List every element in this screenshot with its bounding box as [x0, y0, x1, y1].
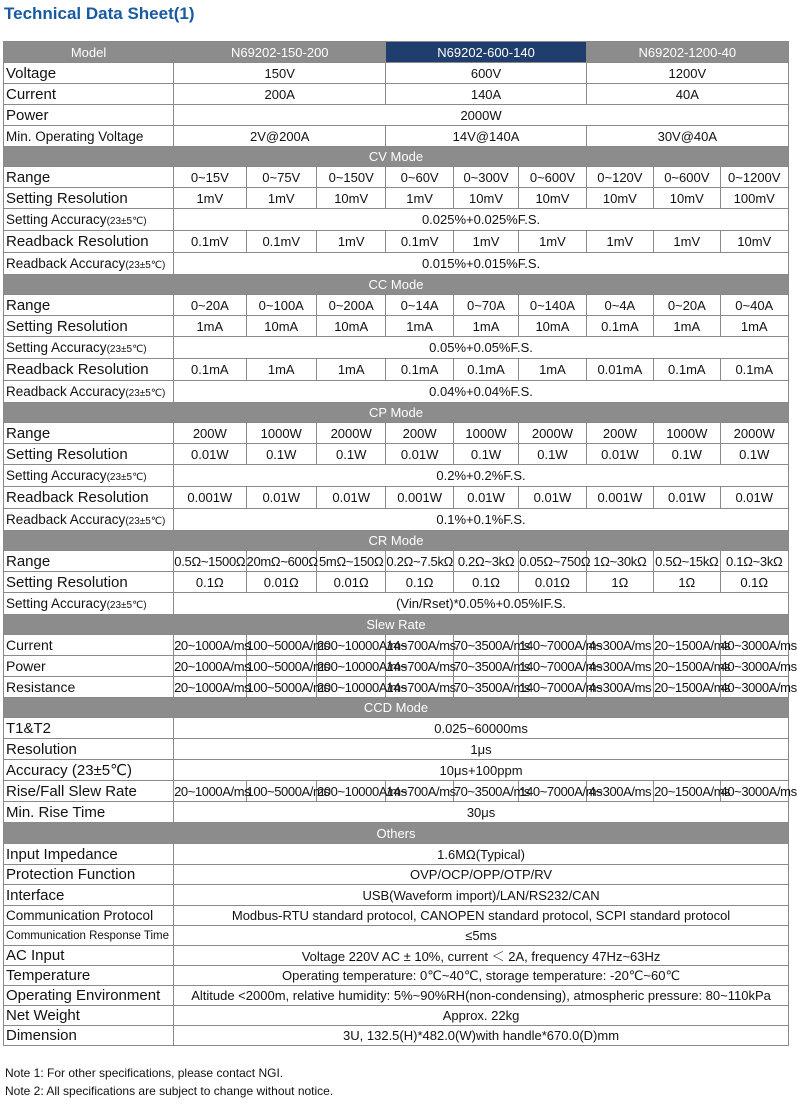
row-label-condition: (23±5℃) — [125, 260, 166, 271]
table-cell: 0~600V — [654, 167, 720, 188]
table-row — [4, 316, 789, 337]
table-cell: 0.05%+0.05%F.S. — [174, 337, 789, 359]
row-label — [4, 253, 174, 275]
table-cell: 200~10000A/ms — [316, 656, 385, 677]
table-cell: 10mA — [519, 316, 586, 337]
table-cell: 0.1Ω — [174, 572, 246, 593]
table-cell: 0~20A — [654, 295, 720, 316]
table-row — [4, 926, 789, 946]
table-cell: 200W — [386, 423, 453, 444]
table-cell: 0.2%+0.2%F.S. — [174, 465, 789, 487]
table-cell: 1Ω — [654, 572, 720, 593]
table-cell: 200W — [174, 423, 246, 444]
table-cell: 0.01Ω — [246, 572, 316, 593]
section-title: CR Mode — [4, 531, 789, 551]
table-cell: 0.01W — [316, 487, 385, 509]
row-label — [4, 509, 174, 531]
table-cell: 0.001W — [174, 487, 246, 509]
table-cell: 0~600V — [519, 167, 586, 188]
table-cell: 0.01mA — [586, 359, 653, 381]
table-cell: USB(Waveform import)/LAN/RS232/CAN — [174, 885, 789, 906]
table-cell: 10mV — [720, 231, 789, 253]
table-cell: 0~100A — [246, 295, 316, 316]
table-row — [4, 359, 789, 381]
table-row — [4, 63, 789, 84]
table-cell: 200~10000A/ms — [316, 781, 385, 802]
table-cell: 1mA — [654, 316, 720, 337]
table-cell: 0.1W — [453, 444, 518, 465]
table-cell: 0.025~60000ms — [174, 718, 789, 739]
table-cell: 0~1200V — [720, 167, 789, 188]
table-row — [4, 677, 789, 698]
table-cell: 0.05Ω~750Ω — [519, 551, 586, 572]
row-label: Range — [4, 551, 174, 572]
table-row — [4, 593, 789, 615]
table-cell: 0~120V — [586, 167, 653, 188]
row-label-condition: (23±5℃) — [106, 600, 147, 611]
table-cell: 70~3500A/ms — [453, 635, 518, 656]
table-cell: 2000W — [519, 423, 586, 444]
table-row — [4, 986, 789, 1006]
table-cell: 14~700A/ms — [386, 677, 453, 698]
table-cell: 20~1000A/ms — [174, 635, 246, 656]
table-row — [4, 946, 789, 966]
table-cell: 1mV — [586, 231, 653, 253]
table-cell: 140A — [386, 84, 586, 105]
table-cell: 70~3500A/ms — [453, 781, 518, 802]
table-cell: 4~300A/ms — [586, 781, 653, 802]
table-cell: 0.1W — [720, 444, 789, 465]
table-row — [4, 167, 789, 188]
table-cell: 1000W — [654, 423, 720, 444]
section-header — [4, 275, 789, 295]
table-cell: 70~3500A/ms — [453, 656, 518, 677]
table-cell: 0~20A — [174, 295, 246, 316]
table-cell: 20~1000A/ms — [174, 656, 246, 677]
table-cell: 0~14A — [386, 295, 453, 316]
table-cell: 1mA — [720, 316, 789, 337]
table-cell: 100~5000A/ms — [246, 635, 316, 656]
table-cell: 140~7000A/ms — [519, 656, 586, 677]
table-cell: Modbus-RTU standard protocol, CANOPEN standard protocol, SCPI standard protocol — [174, 906, 789, 926]
table-cell: 200W — [586, 423, 653, 444]
table-cell: 100~5000A/ms — [246, 677, 316, 698]
table-row — [4, 253, 789, 275]
table-cell: Approx. 22kg — [174, 1006, 789, 1026]
row-label: Setting Resolution — [4, 572, 174, 593]
row-label-text: Readback Accuracy — [6, 512, 126, 527]
table-cell: 0.1mA — [386, 359, 453, 381]
table-cell: 0~140A — [519, 295, 586, 316]
table-row — [4, 966, 789, 986]
table-cell: 1mA — [316, 359, 385, 381]
table-cell: 200~10000A/ms — [316, 677, 385, 698]
table-row — [4, 635, 789, 656]
note-1: Note 1: For other specifications, please contact NGI. — [5, 1066, 284, 1080]
table-cell: Altitude <2000m, relative humidity: 5%~90%RH(non-condensing), atmospheric pressure: 80~110kPa — [174, 986, 789, 1006]
table-cell: 10mV — [316, 188, 385, 209]
notes — [5, 1064, 333, 1100]
table-cell: 0.01W — [246, 487, 316, 509]
table-cell: 4~300A/ms — [586, 635, 653, 656]
table-cell: 0~40A — [720, 295, 789, 316]
row-label — [4, 593, 174, 615]
table-cell: 0~70A — [453, 295, 518, 316]
table-cell: 100~5000A/ms — [246, 781, 316, 802]
table-row — [4, 572, 789, 593]
row-label: Resistance — [4, 677, 174, 698]
table-row — [4, 802, 789, 823]
table-cell: 1mV — [316, 231, 385, 253]
table-row — [4, 865, 789, 885]
row-label: Net Weight — [4, 1006, 174, 1026]
table-cell: 0.001W — [586, 487, 653, 509]
row-label: Current — [4, 635, 174, 656]
table-cell: 40A — [586, 84, 788, 105]
table-cell: 0.1mV — [246, 231, 316, 253]
table-cell: 140~7000A/ms — [519, 635, 586, 656]
table-row — [4, 295, 789, 316]
row-label: Readback Resolution — [4, 487, 174, 509]
table-cell: 10mV — [519, 188, 586, 209]
table-cell: 0.015%+0.015%F.S. — [174, 253, 789, 275]
table-cell: 30μs — [174, 802, 789, 823]
table-cell: 0.1mA — [453, 359, 518, 381]
table-cell: 20~1500A/ms — [654, 635, 720, 656]
table-cell: 1mV — [453, 231, 518, 253]
row-label-condition: (23±5℃) — [106, 216, 147, 227]
row-label: Voltage — [4, 63, 174, 84]
table-row — [4, 551, 789, 572]
row-label: Setting Resolution — [4, 444, 174, 465]
table-row — [4, 718, 789, 739]
row-label: AC Input — [4, 946, 174, 966]
table-cell: 4~300A/ms — [586, 677, 653, 698]
table-cell: 30V@40A — [586, 126, 788, 147]
table-cell: 0.025%+0.025%F.S. — [174, 209, 789, 231]
model-2: N69202-600-140 — [386, 42, 586, 63]
note-2: Note 2: All specifications are subject to change without notice. — [5, 1084, 334, 1098]
section-header — [4, 403, 789, 423]
table-cell: 20~1500A/ms — [654, 656, 720, 677]
table-cell: 1mV — [386, 188, 453, 209]
table-row — [4, 844, 789, 865]
table-cell: 140~7000A/ms — [519, 781, 586, 802]
table-cell: OVP/OCP/OPP/OTP/RV — [174, 865, 789, 885]
row-label: Readback Resolution — [4, 231, 174, 253]
row-label-condition: (23±5℃) — [106, 344, 147, 355]
table-cell: 2V@200A — [174, 126, 386, 147]
table-cell: 1mV — [654, 231, 720, 253]
table-cell: 40~3000A/ms — [720, 656, 789, 677]
table-cell: 1000W — [453, 423, 518, 444]
table-cell: 10mV — [654, 188, 720, 209]
table-cell: 0~300V — [453, 167, 518, 188]
table-cell: 0.1mA — [586, 316, 653, 337]
table-row — [4, 760, 789, 781]
table-cell: 10mV — [453, 188, 518, 209]
table-cell: 1Ω~30kΩ — [586, 551, 653, 572]
table-row — [4, 885, 789, 906]
row-label: Temperature — [4, 966, 174, 986]
row-label: Range — [4, 167, 174, 188]
row-label: Min. Operating Voltage — [4, 126, 174, 147]
table-cell: 0.01W — [453, 487, 518, 509]
table-cell: 1mA — [519, 359, 586, 381]
table-cell: 200A — [174, 84, 386, 105]
table-cell: 600V — [386, 63, 586, 84]
section-title: CV Mode — [4, 147, 789, 167]
page-title: Technical Data Sheet(1) — [4, 4, 195, 23]
section-header — [4, 147, 789, 167]
table-cell: 10mA — [246, 316, 316, 337]
table-cell: 1.6MΩ(Typical) — [174, 844, 789, 865]
table-row — [4, 509, 789, 531]
row-label — [4, 381, 174, 403]
table-cell: 14V@140A — [386, 126, 586, 147]
section-header — [4, 531, 789, 551]
section-title: Slew Rate — [4, 615, 789, 635]
row-label — [4, 337, 174, 359]
table-cell: 0.1mA — [720, 359, 789, 381]
row-label: Readback Resolution — [4, 359, 174, 381]
table-cell: 0.1W — [316, 444, 385, 465]
table-cell: ≤5ms — [174, 926, 789, 946]
row-label: Operating Environment — [4, 986, 174, 1006]
row-label: Power — [4, 105, 174, 126]
table-cell: 0~60V — [386, 167, 453, 188]
table-cell: 0.01W — [654, 487, 720, 509]
section-title: Others — [4, 823, 789, 844]
table-cell: 10mV — [586, 188, 653, 209]
table-cell: 0.2Ω~7.5kΩ — [386, 551, 453, 572]
model-label: Model — [4, 42, 174, 63]
section-header — [4, 615, 789, 635]
row-label: Rise/Fall Slew Rate — [4, 781, 174, 802]
row-label: T1&T2 — [4, 718, 174, 739]
table-cell: 0.1Ω~3kΩ — [720, 551, 789, 572]
table-cell: 0.1mV — [386, 231, 453, 253]
row-label-text: Setting Accuracy — [6, 596, 107, 611]
row-label-condition: (23±5℃) — [125, 388, 166, 399]
table-cell: 0.1Ω — [453, 572, 518, 593]
table-cell: 1mV — [174, 188, 246, 209]
table-cell: 20~1500A/ms — [654, 677, 720, 698]
table-cell: 14~700A/ms — [386, 635, 453, 656]
table-cell: 0.01W — [519, 487, 586, 509]
table-cell: 0.01W — [586, 444, 653, 465]
table-cell: 0.1W — [246, 444, 316, 465]
table-row — [4, 84, 789, 105]
table-cell: 0~15V — [174, 167, 246, 188]
table-row — [4, 337, 789, 359]
table-cell: 20mΩ~600Ω — [246, 551, 316, 572]
section-title: CC Mode — [4, 275, 789, 295]
table-cell: 140~7000A/ms — [519, 677, 586, 698]
table-cell: 2000W — [316, 423, 385, 444]
row-label: Input Impedance — [4, 844, 174, 865]
row-label-condition: (23±5℃) — [125, 516, 166, 527]
table-cell: 1200V — [586, 63, 788, 84]
table-cell: 1μs — [174, 739, 789, 760]
table-cell: 2000W — [720, 423, 789, 444]
row-label-text: Setting Accuracy — [6, 212, 107, 227]
table-cell: 100mV — [720, 188, 789, 209]
table-cell: 200~10000A/ms — [316, 635, 385, 656]
row-label: Setting Resolution — [4, 188, 174, 209]
table-cell: 10μs+100ppm — [174, 760, 789, 781]
table-cell: 40~3000A/ms — [720, 781, 789, 802]
table-cell: 1mA — [174, 316, 246, 337]
table-row — [4, 209, 789, 231]
table-cell: 0.1W — [654, 444, 720, 465]
row-label: Interface — [4, 885, 174, 906]
table-row — [4, 381, 789, 403]
table-cell: Operating temperature: 0℃~40℃, storage temperature: -20℃~60℃ — [174, 966, 789, 986]
table-cell: 5mΩ~150Ω — [316, 551, 385, 572]
table-cell: (Vin/Rset)*0.05%+0.05%IF.S. — [174, 593, 789, 615]
table-row — [4, 126, 789, 147]
table-row — [4, 465, 789, 487]
model-1: N69202-150-200 — [174, 42, 386, 63]
table-cell: 0.1W — [519, 444, 586, 465]
table-row — [4, 656, 789, 677]
spec-table — [3, 41, 797, 1046]
table-cell: 14~700A/ms — [386, 656, 453, 677]
table-row — [4, 105, 789, 126]
table-cell: 20~1000A/ms — [174, 677, 246, 698]
table-row — [4, 231, 789, 253]
row-label: Range — [4, 295, 174, 316]
table-cell: 0.1Ω — [386, 572, 453, 593]
row-label-condition: (23±5℃) — [106, 472, 147, 483]
table-row — [4, 188, 789, 209]
table-cell: 1mV — [519, 231, 586, 253]
row-label-text: Setting Accuracy — [6, 340, 107, 355]
table-cell: 1000W — [246, 423, 316, 444]
table-cell: 0.2Ω~3kΩ — [453, 551, 518, 572]
row-label: Setting Resolution — [4, 316, 174, 337]
row-label: Communication Protocol — [4, 906, 174, 926]
section-header — [4, 823, 789, 844]
table-cell: 1mV — [246, 188, 316, 209]
table-cell: 10mA — [316, 316, 385, 337]
table-cell: 1mA — [386, 316, 453, 337]
table-cell: 0~150V — [316, 167, 385, 188]
table-cell: 70~3500A/ms — [453, 677, 518, 698]
table-cell: 0.001W — [386, 487, 453, 509]
table-cell: 40~3000A/ms — [720, 635, 789, 656]
table-cell: 0.1mV — [174, 231, 246, 253]
table-row — [4, 423, 789, 444]
table-cell: 2000W — [174, 105, 789, 126]
row-label-text: Readback Accuracy — [6, 256, 126, 271]
table-cell: 0.01Ω — [316, 572, 385, 593]
table-cell: 0.04%+0.04%F.S. — [174, 381, 789, 403]
table-cell: 1mA — [246, 359, 316, 381]
table-cell: 1Ω — [586, 572, 653, 593]
table-row — [4, 1026, 789, 1046]
table-cell: 0.01W — [720, 487, 789, 509]
row-label-text: Readback Accuracy — [6, 384, 126, 399]
table-cell: 4~300A/ms — [586, 656, 653, 677]
table-cell: Voltage 220V AC ± 10%, current ＜ 2A, frequency 47Hz~63Hz — [174, 946, 789, 966]
section-title: CCD Mode — [4, 698, 789, 718]
table-row — [4, 487, 789, 509]
table-cell: 20~1000A/ms — [174, 781, 246, 802]
section-title: CP Mode — [4, 403, 789, 423]
row-label: Communication Response Time — [4, 926, 174, 946]
table-cell: 0.1%+0.1%F.S. — [174, 509, 789, 531]
table-cell: 3U, 132.5(H)*482.0(W)with handle*670.0(D)mm — [174, 1026, 789, 1046]
row-label-text: Setting Accuracy — [6, 468, 107, 483]
table-row — [4, 739, 789, 760]
table-cell: 0.1Ω — [720, 572, 789, 593]
table-cell: 20~1500A/ms — [654, 781, 720, 802]
header-row — [4, 42, 789, 63]
row-label: Resolution — [4, 739, 174, 760]
table-cell: 100~5000A/ms — [246, 656, 316, 677]
row-label — [4, 209, 174, 231]
table-cell: 0.1mA — [174, 359, 246, 381]
table-cell: 14~700A/ms — [386, 781, 453, 802]
table-row — [4, 906, 789, 926]
table-cell: 0~75V — [246, 167, 316, 188]
table-cell: 0.5Ω~1500Ω — [174, 551, 246, 572]
table-cell: 1mA — [453, 316, 518, 337]
table-cell: 0~200A — [316, 295, 385, 316]
table-cell: 150V — [174, 63, 386, 84]
row-label: Current — [4, 84, 174, 105]
table-row — [4, 444, 789, 465]
table-cell: 40~3000A/ms — [720, 677, 789, 698]
row-label: Power — [4, 656, 174, 677]
row-label: Range — [4, 423, 174, 444]
table-row — [4, 781, 789, 802]
row-label: Min. Rise Time — [4, 802, 174, 823]
table-cell: 0.1mA — [654, 359, 720, 381]
model-3: N69202-1200-40 — [586, 42, 788, 63]
table-cell: 0~4A — [586, 295, 653, 316]
row-label: Dimension — [4, 1026, 174, 1046]
table-cell: 0.01W — [174, 444, 246, 465]
row-label: Accuracy (23±5℃) — [4, 760, 174, 781]
table-cell: 0.5Ω~15kΩ — [654, 551, 720, 572]
table-cell: 0.01Ω — [519, 572, 586, 593]
row-label — [4, 465, 174, 487]
section-header — [4, 698, 789, 718]
table-row — [4, 1006, 789, 1026]
row-label: Protection Function — [4, 865, 174, 885]
table-cell: 0.01W — [386, 444, 453, 465]
